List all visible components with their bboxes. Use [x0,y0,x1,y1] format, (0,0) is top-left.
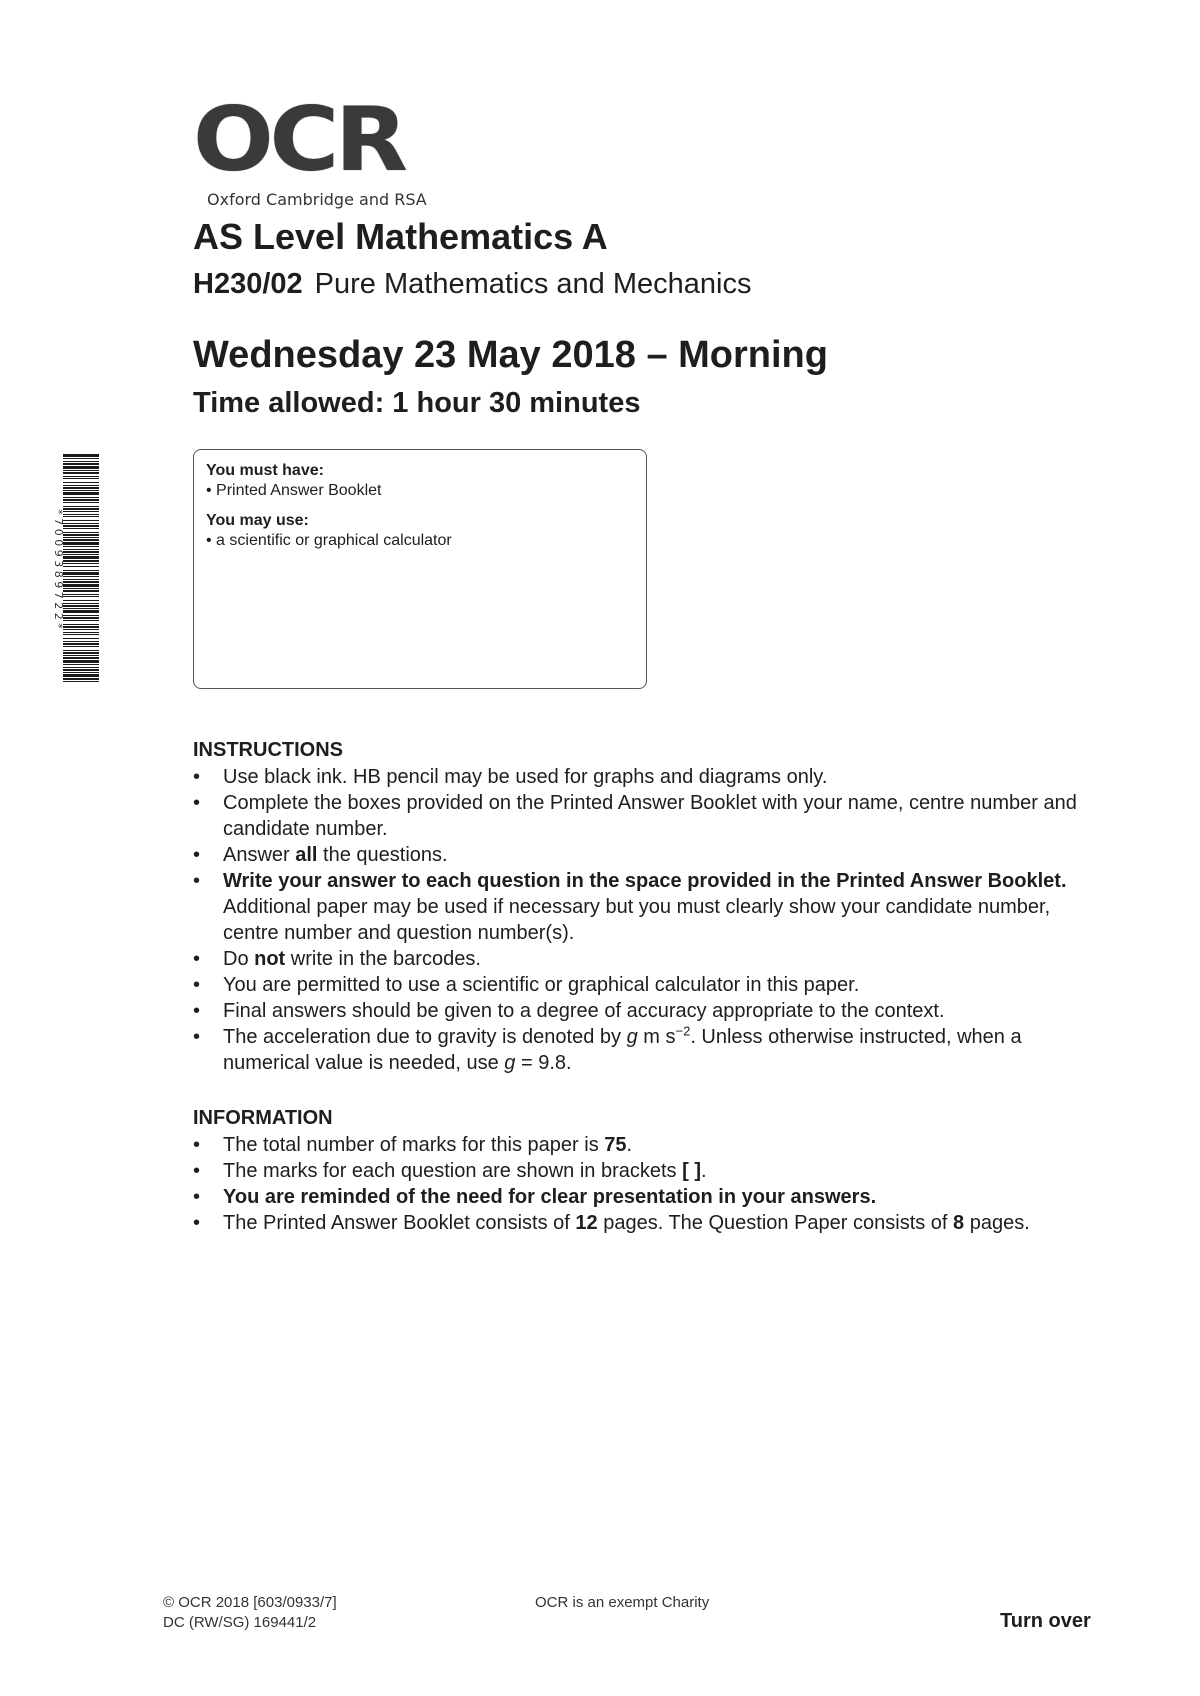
paper-code-line [193,268,751,301]
barcode-bar [63,511,99,512]
barcode [49,454,99,684]
barcode-bar [63,581,99,583]
instruction-item: • Use black ink. HB pencil may be used for graphs and diagrams only. [193,766,828,788]
barcode-bar [63,608,99,609]
barcode-bar [63,638,99,639]
barcode-bar [63,674,99,677]
information-item: • You are reminded of the need for clear presentation in your answers. [193,1186,877,1208]
barcode-bar [63,482,99,483]
barcode-bar [63,539,99,541]
ocr-logo [193,88,427,209]
footer-reference: DC (RW/SG) 169441/2 [163,1614,317,1631]
barcode-bar [63,560,99,562]
barcode-bar [63,546,99,547]
barcode-bar [63,678,99,680]
must-have-heading: You must have: [206,462,324,479]
barcode-bar [63,660,99,663]
barcode-bar [63,590,99,592]
barcode-bar [63,576,99,577]
barcode-bar [63,525,99,527]
requirements-box [193,449,647,689]
barcode-bar [63,669,99,671]
barcode-bar [63,506,99,507]
barcode-bar [63,502,99,503]
instructions-section [193,739,1093,1076]
barcode-bar [63,463,99,465]
barcode-bar [63,492,99,495]
turn-over: Turn over [1000,1610,1091,1632]
barcode-bar [63,594,99,595]
barcode-bar [63,620,99,621]
barcode-bar [63,655,99,656]
instruction-item: • Write your answer to each question in the space provided in the Printed Answer Booklet. Additional paper may be used if necessary but you must clearly show your candidate number, centre number and question number(s). [193,870,1067,944]
barcode-bar [63,596,99,597]
barcode-bar [63,556,99,559]
barcode-bar [63,681,99,682]
barcode-bar [63,523,99,524]
barcode-bar [63,650,99,651]
barcode-bar [63,476,99,477]
barcode-bar [63,632,99,633]
barcode-bar [63,551,99,553]
barcode-bar [63,485,99,486]
instruction-item: • Do not write in the barcodes. [193,948,481,970]
barcode-bar [63,646,99,647]
may-use-heading: You may use: [206,512,309,529]
barcode-bar [63,470,99,471]
exam-date: Wednesday 23 May 2018 – Morning [193,334,828,376]
barcode-bar [63,624,99,625]
barcode-bar [63,520,99,521]
information-item: • The total number of marks for this paper is 75. [193,1134,633,1156]
barcode-bar [63,566,99,567]
barcode-bar [63,667,99,668]
instruction-item: • Final answers should be given to a degree of accuracy appropriate to the context. [193,1000,945,1022]
barcode-bar [63,537,99,538]
barcode-bar [63,570,99,571]
instructions-heading: INSTRUCTIONS [193,739,343,761]
barcode-bar [63,528,99,529]
time-allowed: Time allowed: 1 hour 30 minutes [193,387,641,419]
barcode-bar [63,514,99,515]
may-use-item: • a scientific or graphical calculator [206,532,452,549]
paper-code: H230/02 [193,268,303,300]
barcode-bar [63,641,99,642]
barcode-digits: * 7 0 0 9 3 8 9 7 2 2 * [52,509,65,629]
barcode-bar [63,461,99,462]
barcode-bar [63,629,99,630]
barcode-bar [63,532,99,533]
barcode-bar [63,600,99,601]
instruction-item: • You are permitted to use a scientific or graphical calculator in this paper. [193,974,860,996]
barcode-bar [63,563,99,564]
barcode-bar [63,499,99,501]
barcode-bar [63,584,99,587]
barcode-bar [63,472,99,474]
barcode-bar [63,534,99,536]
barcode-bar [63,605,99,607]
barcode-bar [63,497,99,498]
logo-subtitle: Oxford Cambridge and RSA [207,190,427,209]
barcode-bar [63,643,99,645]
instruction-item: • Complete the boxes provided on the Printed Answer Booklet with your name, centre number and candidate number. [193,792,1077,840]
information-item: • The Printed Answer Booklet consists of 12 pages. The Question Paper consists of 8 pages. [193,1212,1030,1234]
barcode-bar [63,554,99,555]
barcode-bar [63,478,99,479]
barcode-bar [63,610,99,613]
barcode-bar [63,490,99,491]
information-item: • The marks for each question are shown in brackets [ ]. [193,1160,707,1182]
barcode-bar [63,615,99,616]
barcode-bar [63,626,99,628]
footer-copyright: © OCR 2018 [603/0933/7] [163,1594,337,1611]
barcode-bar [63,652,99,654]
barcode-bar [63,634,99,635]
barcode-bar [63,588,99,589]
instruction-item: • The acceleration due to gravity is denoted by g m $s^{-2}$. Unless otherwise instructed, when a numerical value is needed, use g = 9.8. [193,1023,1022,1074]
information-section [193,1107,1093,1236]
barcode-bar [63,657,99,659]
barcode-bar [63,579,99,580]
barcode-bar [63,549,99,550]
footer-charity: OCR is an exempt Charity [535,1594,710,1611]
qualification-title: AS Level Mathematics A [193,216,608,257]
must-have-item: • Printed Answer Booklet [206,482,382,499]
information-heading: INFORMATION [193,1107,333,1129]
barcode-bar [63,542,99,545]
barcode-bar [63,603,99,604]
barcode-bar [63,664,99,665]
barcode-bar [63,508,99,510]
barcode-bar [63,454,99,457]
barcode-bar [63,458,99,459]
paper-name: Pure Mathematics and Mechanics [314,268,752,300]
instruction-item: • Answer all the questions. [193,844,448,866]
logo-text: OCR [193,88,404,191]
barcode-bar [63,487,99,489]
barcode-bar [63,466,99,469]
barcode-bar [63,516,99,517]
barcode-bar [63,572,99,575]
barcode-bar [63,617,99,619]
barcode-bar [63,672,99,673]
